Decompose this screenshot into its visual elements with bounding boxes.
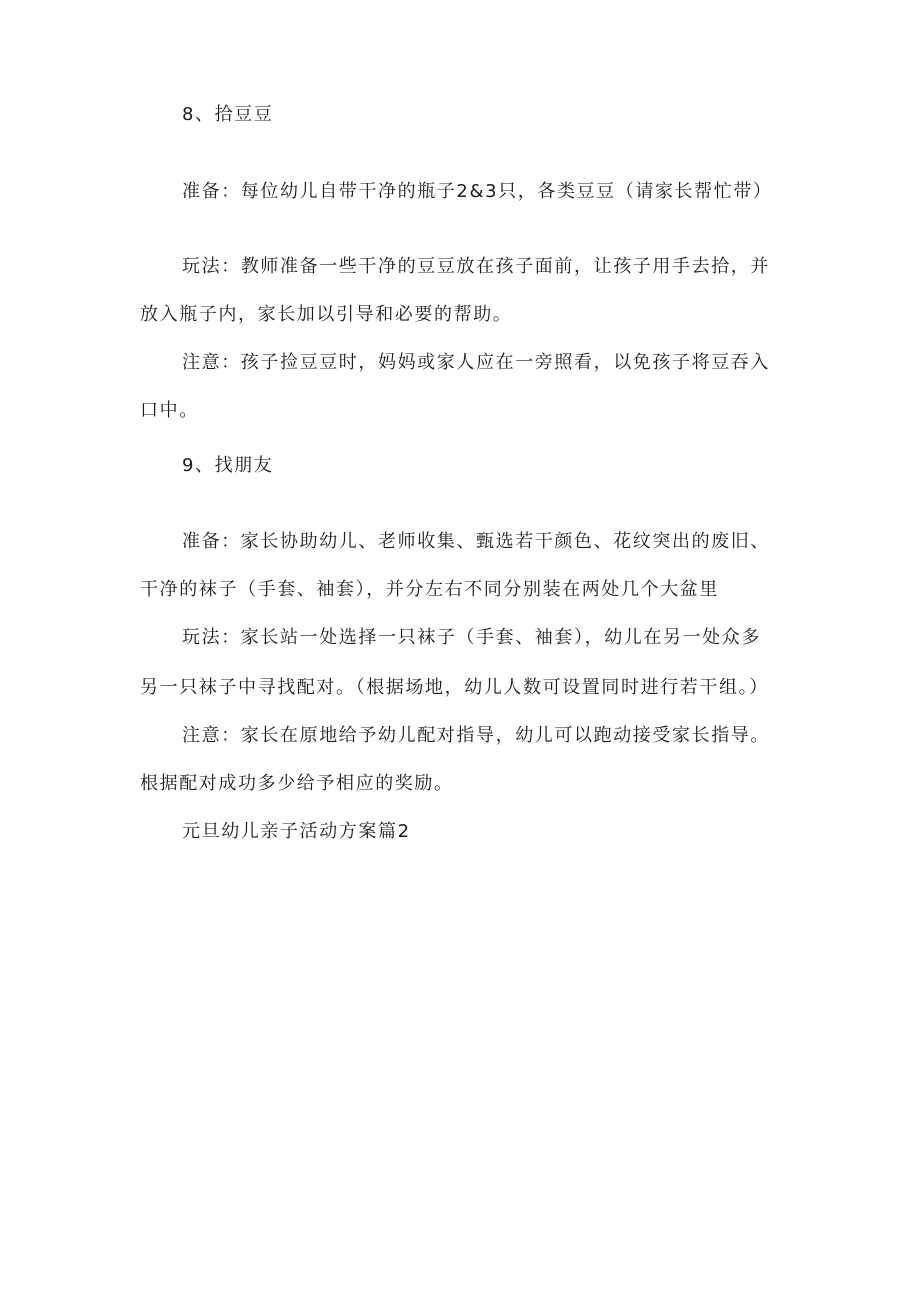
section-8-play-line-1: 玩法：教师准备一些干净的豆豆放在孩子面前，让孩子用手去拾，并 <box>182 256 770 277</box>
section-8-heading: 8、拾豆豆 <box>182 104 274 125</box>
section-8-note-line-2: 口中。 <box>140 400 199 421</box>
section-9-note-line-1: 注意：家长在原地给予幼儿配对指导，幼儿可以跑动接受家长指导。 <box>182 725 770 746</box>
section-8-preparation: 准备：每位幼儿自带干净的瓶子2&3只，各类豆豆（请家长帮忙带） <box>182 181 773 202</box>
section-8-note-line-1: 注意：孩子捡豆豆时，妈妈或家人应在一旁照看，以免孩子将豆吞入 <box>182 352 770 373</box>
section-9-prep-line-2: 干净的袜子（手套、袖套），并分左右不同分别装在两处几个大盆里 <box>140 579 719 600</box>
next-section-title: 元旦幼儿亲子活动方案篇2 <box>182 821 411 842</box>
section-9-prep-line-1: 准备：家长协助幼儿、老师收集、甄选若干颜色、花纹突出的废旧、 <box>182 531 770 552</box>
section-9-heading: 9、找朋友 <box>182 455 274 476</box>
section-9-play-line-2: 另一只袜子中寻找配对。（根据场地，幼儿人数可设置同时进行若干组。） <box>140 677 769 698</box>
section-8-play-line-2: 放入瓶子内，家长加以引导和必要的帮助。 <box>140 304 513 325</box>
section-9-note-line-2: 根据配对成功多少给予相应的奖励。 <box>140 773 454 794</box>
section-9-play-line-1: 玩法：家长站一处选择一只袜子（手套、袖套），幼儿在另一处众多 <box>182 627 761 648</box>
